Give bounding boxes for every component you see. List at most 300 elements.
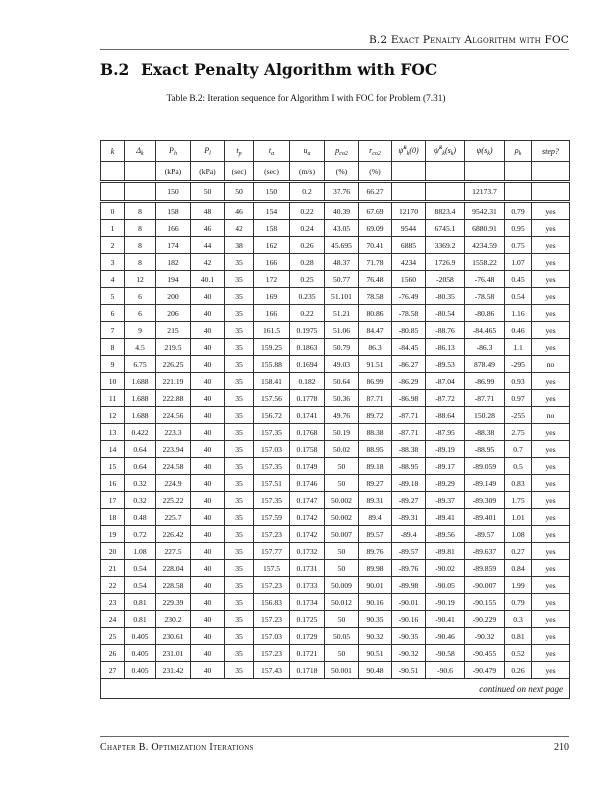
header-symbol: ψ̃ bbox=[433, 146, 439, 155]
header-symbol: ψ̃ bbox=[398, 146, 404, 155]
table-cell: -90.19 bbox=[426, 594, 465, 611]
table-cell: yes bbox=[532, 271, 570, 288]
table-cell: 4234 bbox=[392, 254, 426, 271]
table-cell: 38 bbox=[225, 237, 254, 254]
table-row bbox=[101, 543, 570, 560]
table-row bbox=[101, 356, 570, 373]
table-cell: 161.5 bbox=[254, 322, 290, 339]
table-cell: 172 bbox=[254, 271, 290, 288]
table-cell: yes bbox=[532, 254, 570, 271]
unit-cell bbox=[101, 162, 125, 182]
table-cell: 157.35 bbox=[254, 458, 290, 475]
table-cell: 50 bbox=[225, 182, 254, 202]
header-subscript: k bbox=[141, 150, 144, 157]
table-row bbox=[101, 424, 570, 441]
table-cell: 157.56 bbox=[254, 390, 290, 407]
table-cell: 50.009 bbox=[325, 577, 359, 594]
header-subscript: co2 bbox=[372, 150, 381, 157]
table-cell: 194 bbox=[156, 271, 191, 288]
table-cell: -76.48 bbox=[465, 271, 505, 288]
footer-chapter: Chapter B. Optimization Iterations bbox=[100, 742, 254, 753]
table-cell: 157.23 bbox=[254, 577, 290, 594]
table-cell: -88.64 bbox=[426, 407, 465, 424]
table-cell: 155.88 bbox=[254, 356, 290, 373]
table-cell: 228.04 bbox=[156, 560, 191, 577]
table-cell: 224.9 bbox=[156, 475, 191, 492]
table-cell bbox=[426, 182, 465, 202]
table-row bbox=[101, 237, 570, 254]
table-cell: -89.859 bbox=[465, 560, 505, 577]
header-subscript: p bbox=[238, 150, 242, 157]
table-cell: 50.19 bbox=[325, 424, 359, 441]
table-cell: 0.22 bbox=[290, 202, 325, 220]
table-cell: yes bbox=[532, 645, 570, 662]
column-header bbox=[465, 141, 505, 162]
table-cell: 0.32 bbox=[125, 475, 156, 492]
table-cell: 219.5 bbox=[156, 339, 191, 356]
table-cell: -89.41 bbox=[426, 509, 465, 526]
table-cell: 0.81 bbox=[505, 628, 532, 645]
table-cell: 50.001 bbox=[325, 662, 359, 679]
header-argument: (s bbox=[444, 146, 451, 155]
table-cell: 42 bbox=[191, 254, 225, 271]
unit-cell: (kPa) bbox=[191, 162, 225, 182]
table-cell: 35 bbox=[225, 645, 254, 662]
table-cell: 228.58 bbox=[156, 577, 191, 594]
table-cell: 224.58 bbox=[156, 458, 191, 475]
table-cell: -90.229 bbox=[465, 611, 505, 628]
table-cell: 8 bbox=[101, 339, 125, 356]
table-cell: no bbox=[532, 407, 570, 424]
table-cell: 231.01 bbox=[156, 645, 191, 662]
table-cell: 1.07 bbox=[505, 254, 532, 271]
initial-row bbox=[101, 182, 570, 202]
table-cell: 0.81 bbox=[125, 594, 156, 611]
table-cell: 8 bbox=[125, 202, 156, 220]
table-cell: 48 bbox=[191, 202, 225, 220]
table-cell: 12170 bbox=[392, 202, 426, 220]
table-cell: 9 bbox=[101, 356, 125, 373]
table-cell: 1.99 bbox=[505, 577, 532, 594]
table-cell: 7 bbox=[101, 322, 125, 339]
table-cell: 35 bbox=[225, 594, 254, 611]
table-cell: -89.309 bbox=[465, 492, 505, 509]
table-cell: 9 bbox=[125, 322, 156, 339]
column-header bbox=[125, 141, 156, 162]
table-cell: 40.39 bbox=[325, 202, 359, 220]
table-cell: 44 bbox=[191, 237, 225, 254]
table-cell: 5 bbox=[101, 288, 125, 305]
table-cell: 40 bbox=[191, 356, 225, 373]
table-cell: -86.13 bbox=[426, 339, 465, 356]
table-cell: -78.58 bbox=[465, 288, 505, 305]
table-cell: 9544 bbox=[392, 220, 426, 237]
table-cell: -89.401 bbox=[465, 509, 505, 526]
table-cell: 40 bbox=[191, 492, 225, 509]
table-cell: 40 bbox=[191, 628, 225, 645]
table-cell: 1.75 bbox=[505, 492, 532, 509]
column-header bbox=[392, 141, 426, 162]
table-cell: 0.54 bbox=[505, 288, 532, 305]
table-cell: 50 bbox=[325, 475, 359, 492]
table-cell: 25 bbox=[101, 628, 125, 645]
table-cell: 0.26 bbox=[290, 237, 325, 254]
table-row bbox=[101, 509, 570, 526]
table-cell: 0.93 bbox=[505, 373, 532, 390]
table-cell: 49.76 bbox=[325, 407, 359, 424]
unit-cell bbox=[532, 162, 570, 182]
table-cell: 50.002 bbox=[325, 492, 359, 509]
header-subscript: k bbox=[518, 150, 522, 157]
table-cell: -86.29 bbox=[392, 373, 426, 390]
table-cell: 0.1975 bbox=[290, 322, 325, 339]
table-row bbox=[101, 628, 570, 645]
table-cell: 1.08 bbox=[505, 526, 532, 543]
header-subscript: l bbox=[209, 150, 211, 157]
table-cell: 40 bbox=[191, 373, 225, 390]
table-cell: 17 bbox=[101, 492, 125, 509]
table-cell: 157.03 bbox=[254, 441, 290, 458]
table-cell: 0.1733 bbox=[290, 577, 325, 594]
continued-row bbox=[101, 679, 570, 699]
table-cell: yes bbox=[532, 560, 570, 577]
table-cell: 35 bbox=[225, 475, 254, 492]
table-cell: 40 bbox=[191, 322, 225, 339]
column-header bbox=[254, 141, 290, 162]
table-cell bbox=[532, 182, 570, 202]
table-cell: 51.21 bbox=[325, 305, 359, 322]
table-cell: 169 bbox=[254, 288, 290, 305]
table-cell: -89.149 bbox=[465, 475, 505, 492]
table-cell: yes bbox=[532, 458, 570, 475]
table-cell: 0.1742 bbox=[290, 526, 325, 543]
table-cell: 224.56 bbox=[156, 407, 191, 424]
table-cell: 35 bbox=[225, 305, 254, 322]
table-cell: -86.3 bbox=[465, 339, 505, 356]
table-cell: 223.94 bbox=[156, 441, 191, 458]
table-cell: 89.57 bbox=[359, 526, 392, 543]
table-cell: 46 bbox=[225, 202, 254, 220]
unit-cell bbox=[426, 162, 465, 182]
table-cell: 40 bbox=[191, 662, 225, 679]
table-cell: -87.95 bbox=[426, 424, 465, 441]
table-cell: 0.75 bbox=[505, 237, 532, 254]
table-cell: yes bbox=[532, 220, 570, 237]
table-cell: 1.16 bbox=[505, 305, 532, 322]
table-cell: 88.95 bbox=[359, 441, 392, 458]
table-cell: 26 bbox=[101, 645, 125, 662]
table-cell: 90.01 bbox=[359, 577, 392, 594]
table-row bbox=[101, 288, 570, 305]
table-cell: 157.43 bbox=[254, 662, 290, 679]
table-cell: 0.95 bbox=[505, 220, 532, 237]
table-cell: -89.56 bbox=[426, 526, 465, 543]
table-cell: -88.38 bbox=[392, 441, 426, 458]
table-cell: 8823.4 bbox=[426, 202, 465, 220]
table-cell: no bbox=[532, 356, 570, 373]
column-header bbox=[191, 141, 225, 162]
table-cell: 206 bbox=[156, 305, 191, 322]
table-cell: 35 bbox=[225, 611, 254, 628]
table-row bbox=[101, 662, 570, 679]
table-cell: 0.1758 bbox=[290, 441, 325, 458]
header-subscript: h bbox=[173, 150, 177, 157]
table-cell: 89.31 bbox=[359, 492, 392, 509]
table-cell: 6 bbox=[125, 288, 156, 305]
table-cell: 0.1749 bbox=[290, 458, 325, 475]
running-head: B.2 Exact Penalty Algorithm with FOC bbox=[368, 34, 569, 46]
table-cell: yes bbox=[532, 322, 570, 339]
unit-cell bbox=[505, 162, 532, 182]
table-cell: 0.1741 bbox=[290, 407, 325, 424]
table-cell: 49.03 bbox=[325, 356, 359, 373]
table-cell: 226.42 bbox=[156, 526, 191, 543]
table-cell: 50 bbox=[325, 611, 359, 628]
header-symbol: p bbox=[335, 145, 340, 155]
table-cell: 16 bbox=[101, 475, 125, 492]
table-cell: 0.1718 bbox=[290, 662, 325, 679]
table-cell: 14 bbox=[101, 441, 125, 458]
table-cell: -80.85 bbox=[392, 322, 426, 339]
table-cell: 50 bbox=[325, 560, 359, 577]
header-symbol: ψ bbox=[476, 145, 482, 155]
table-cell: yes bbox=[532, 288, 570, 305]
table-row bbox=[101, 611, 570, 628]
table-cell: 0.25 bbox=[290, 271, 325, 288]
table-cell: 89.98 bbox=[359, 560, 392, 577]
unit-cell: (%) bbox=[325, 162, 359, 182]
table-cell: 87.71 bbox=[359, 390, 392, 407]
table-cell: 50.012 bbox=[325, 594, 359, 611]
table-cell: 35 bbox=[225, 458, 254, 475]
table-cell: 2 bbox=[101, 237, 125, 254]
table-cell: 6.75 bbox=[125, 356, 156, 373]
table-cell: 70.41 bbox=[359, 237, 392, 254]
column-header bbox=[532, 141, 570, 162]
table-cell: 46 bbox=[191, 220, 225, 237]
table-cell: 90.51 bbox=[359, 645, 392, 662]
column-header bbox=[290, 141, 325, 162]
table-cell: -90.41 bbox=[426, 611, 465, 628]
header-symbol: k bbox=[110, 146, 115, 156]
table-cell: 86.99 bbox=[359, 373, 392, 390]
table-cell: 69.09 bbox=[359, 220, 392, 237]
table-cell: 6880.91 bbox=[465, 220, 505, 237]
table-cell: 0.1742 bbox=[290, 509, 325, 526]
table-cell: 0.2 bbox=[290, 182, 325, 202]
table-cell: 40 bbox=[191, 390, 225, 407]
table-cell: 91.51 bbox=[359, 356, 392, 373]
header-rule bbox=[100, 49, 569, 50]
table-cell: 40 bbox=[191, 407, 225, 424]
table-cell: 159.25 bbox=[254, 339, 290, 356]
table-cell: -80.35 bbox=[426, 288, 465, 305]
table-cell: 89.4 bbox=[359, 509, 392, 526]
table-cell: 0.182 bbox=[290, 373, 325, 390]
header-argument-end: ) bbox=[453, 146, 457, 155]
table-cell: 0.405 bbox=[125, 628, 156, 645]
table-cell: yes bbox=[532, 611, 570, 628]
table-cell: 158 bbox=[254, 220, 290, 237]
table-cell: 67.69 bbox=[359, 202, 392, 220]
column-header bbox=[359, 141, 392, 162]
table-cell: 1.688 bbox=[125, 390, 156, 407]
table-cell: -88.95 bbox=[465, 441, 505, 458]
header-symbol: P bbox=[204, 145, 210, 155]
table-cell: -2058 bbox=[426, 271, 465, 288]
table-cell: 0 bbox=[101, 202, 125, 220]
table-cell: 157.23 bbox=[254, 526, 290, 543]
table-cell: 157.03 bbox=[254, 628, 290, 645]
table-row bbox=[101, 271, 570, 288]
table-cell: yes bbox=[532, 509, 570, 526]
table-cell: 0.72 bbox=[125, 526, 156, 543]
table-cell: 35 bbox=[225, 492, 254, 509]
table-cell: 150 bbox=[156, 182, 191, 202]
table-cell: -84.465 bbox=[465, 322, 505, 339]
table-cell: 0.26 bbox=[505, 662, 532, 679]
table-cell: 0.45 bbox=[505, 271, 532, 288]
table-cell: 40 bbox=[191, 288, 225, 305]
table-cell: -88.76 bbox=[426, 322, 465, 339]
table-cell: 21 bbox=[101, 560, 125, 577]
table-cell: 231.42 bbox=[156, 662, 191, 679]
table-cell: 35 bbox=[225, 322, 254, 339]
table-cell: -90.01 bbox=[392, 594, 426, 611]
unit-cell bbox=[392, 162, 426, 182]
table-cell: 80.86 bbox=[359, 305, 392, 322]
table-row bbox=[101, 305, 570, 322]
header-subscript: co2 bbox=[339, 150, 348, 157]
table-cell: 0.1731 bbox=[290, 560, 325, 577]
table-cell: yes bbox=[532, 662, 570, 679]
table-cell: 2.75 bbox=[505, 424, 532, 441]
table-cell: 8 bbox=[125, 254, 156, 271]
header-subscript: a bbox=[271, 150, 275, 157]
table-cell: 8 bbox=[125, 237, 156, 254]
table-cell: 35 bbox=[225, 271, 254, 288]
table-cell: 24 bbox=[101, 611, 125, 628]
header-subscript: a bbox=[307, 150, 311, 157]
table-cell: -89.059 bbox=[465, 458, 505, 475]
table-cell: -90.32 bbox=[465, 628, 505, 645]
table-cell: -86.99 bbox=[465, 373, 505, 390]
header-symbol: r bbox=[369, 145, 373, 155]
table-cell: -89.29 bbox=[426, 475, 465, 492]
table-cell: 1.01 bbox=[505, 509, 532, 526]
table-cell: -90.32 bbox=[392, 645, 426, 662]
unit-cell: (sec) bbox=[225, 162, 254, 182]
table-cell: 35 bbox=[225, 509, 254, 526]
table-cell: 71.78 bbox=[359, 254, 392, 271]
section-title-text: Exact Penalty Algorithm with FOC bbox=[141, 60, 438, 79]
table-cell: 90.35 bbox=[359, 611, 392, 628]
table-cell: 84.47 bbox=[359, 322, 392, 339]
table-cell: 35 bbox=[225, 577, 254, 594]
page-number: 210 bbox=[554, 742, 569, 753]
header-argument-end: ) bbox=[489, 145, 493, 155]
table-cell: 11 bbox=[101, 390, 125, 407]
table-cell: 223.3 bbox=[156, 424, 191, 441]
table-cell: 0.405 bbox=[125, 662, 156, 679]
table-cell: -86.98 bbox=[392, 390, 426, 407]
header-symbol: step? bbox=[542, 146, 559, 156]
header-symbol: Δ bbox=[136, 145, 142, 155]
table-cell: 157.35 bbox=[254, 492, 290, 509]
table-cell: 157.5 bbox=[254, 560, 290, 577]
table-cell: 215 bbox=[156, 322, 191, 339]
table-cell: 23 bbox=[101, 594, 125, 611]
table-cell: 50.77 bbox=[325, 271, 359, 288]
table-cell: 0.3 bbox=[505, 611, 532, 628]
table-caption: Table B.2: Iteration sequence for Algorithm I with FOC for Problem (7.31) bbox=[166, 94, 446, 104]
table-cell: 0.1694 bbox=[290, 356, 325, 373]
table-cell: 182 bbox=[156, 254, 191, 271]
header-row bbox=[101, 141, 570, 162]
table-cell: 6885 bbox=[392, 237, 426, 254]
header-symbol: P bbox=[169, 145, 174, 155]
table-cell: -87.71 bbox=[465, 390, 505, 407]
header-superscript: R bbox=[438, 145, 443, 151]
table-cell: 40 bbox=[191, 475, 225, 492]
table-cell: 15 bbox=[101, 458, 125, 475]
table-cell: -76.49 bbox=[392, 288, 426, 305]
table-cell: -90.58 bbox=[426, 645, 465, 662]
table-cell: 78.58 bbox=[359, 288, 392, 305]
table-cell: 35 bbox=[225, 288, 254, 305]
table-cell: 1560 bbox=[392, 271, 426, 288]
table-cell: yes bbox=[532, 441, 570, 458]
table-cell: 0.83 bbox=[505, 475, 532, 492]
table-cell: 35 bbox=[225, 628, 254, 645]
table-cell: yes bbox=[532, 492, 570, 509]
header-argument-subscript: k bbox=[450, 151, 454, 157]
table-cell: -87.71 bbox=[392, 407, 426, 424]
table-cell: yes bbox=[532, 594, 570, 611]
table-cell: 0.22 bbox=[290, 305, 325, 322]
table-cell: 40 bbox=[191, 645, 225, 662]
table-cell: 50.02 bbox=[325, 441, 359, 458]
table-cell: 50 bbox=[325, 645, 359, 662]
table-cell bbox=[125, 182, 156, 202]
table-cell: 40 bbox=[191, 458, 225, 475]
iteration-table bbox=[100, 140, 570, 699]
table-cell: 8 bbox=[125, 220, 156, 237]
table-cell: 40 bbox=[191, 339, 225, 356]
table-cell: -90.007 bbox=[465, 577, 505, 594]
table-cell: -90.6 bbox=[426, 662, 465, 679]
header-argument: (0) bbox=[409, 146, 419, 155]
table-cell: 50.007 bbox=[325, 526, 359, 543]
table-row bbox=[101, 220, 570, 237]
table-row bbox=[101, 475, 570, 492]
table-cell: -90.455 bbox=[465, 645, 505, 662]
table-cell: 35 bbox=[225, 560, 254, 577]
table-cell: -78.58 bbox=[392, 305, 426, 322]
table-cell: 200 bbox=[156, 288, 191, 305]
column-header bbox=[101, 141, 125, 162]
table-cell: -89.19 bbox=[426, 441, 465, 458]
table-cell: 158 bbox=[156, 202, 191, 220]
table-cell: 0.46 bbox=[505, 322, 532, 339]
column-header bbox=[426, 141, 465, 162]
table-cell: 50.002 bbox=[325, 509, 359, 526]
table-cell: 43.05 bbox=[325, 220, 359, 237]
table-cell: 0.79 bbox=[505, 594, 532, 611]
table-cell: 90.48 bbox=[359, 662, 392, 679]
table-cell: 157.35 bbox=[254, 424, 290, 441]
table-cell: 150.28 bbox=[465, 407, 505, 424]
